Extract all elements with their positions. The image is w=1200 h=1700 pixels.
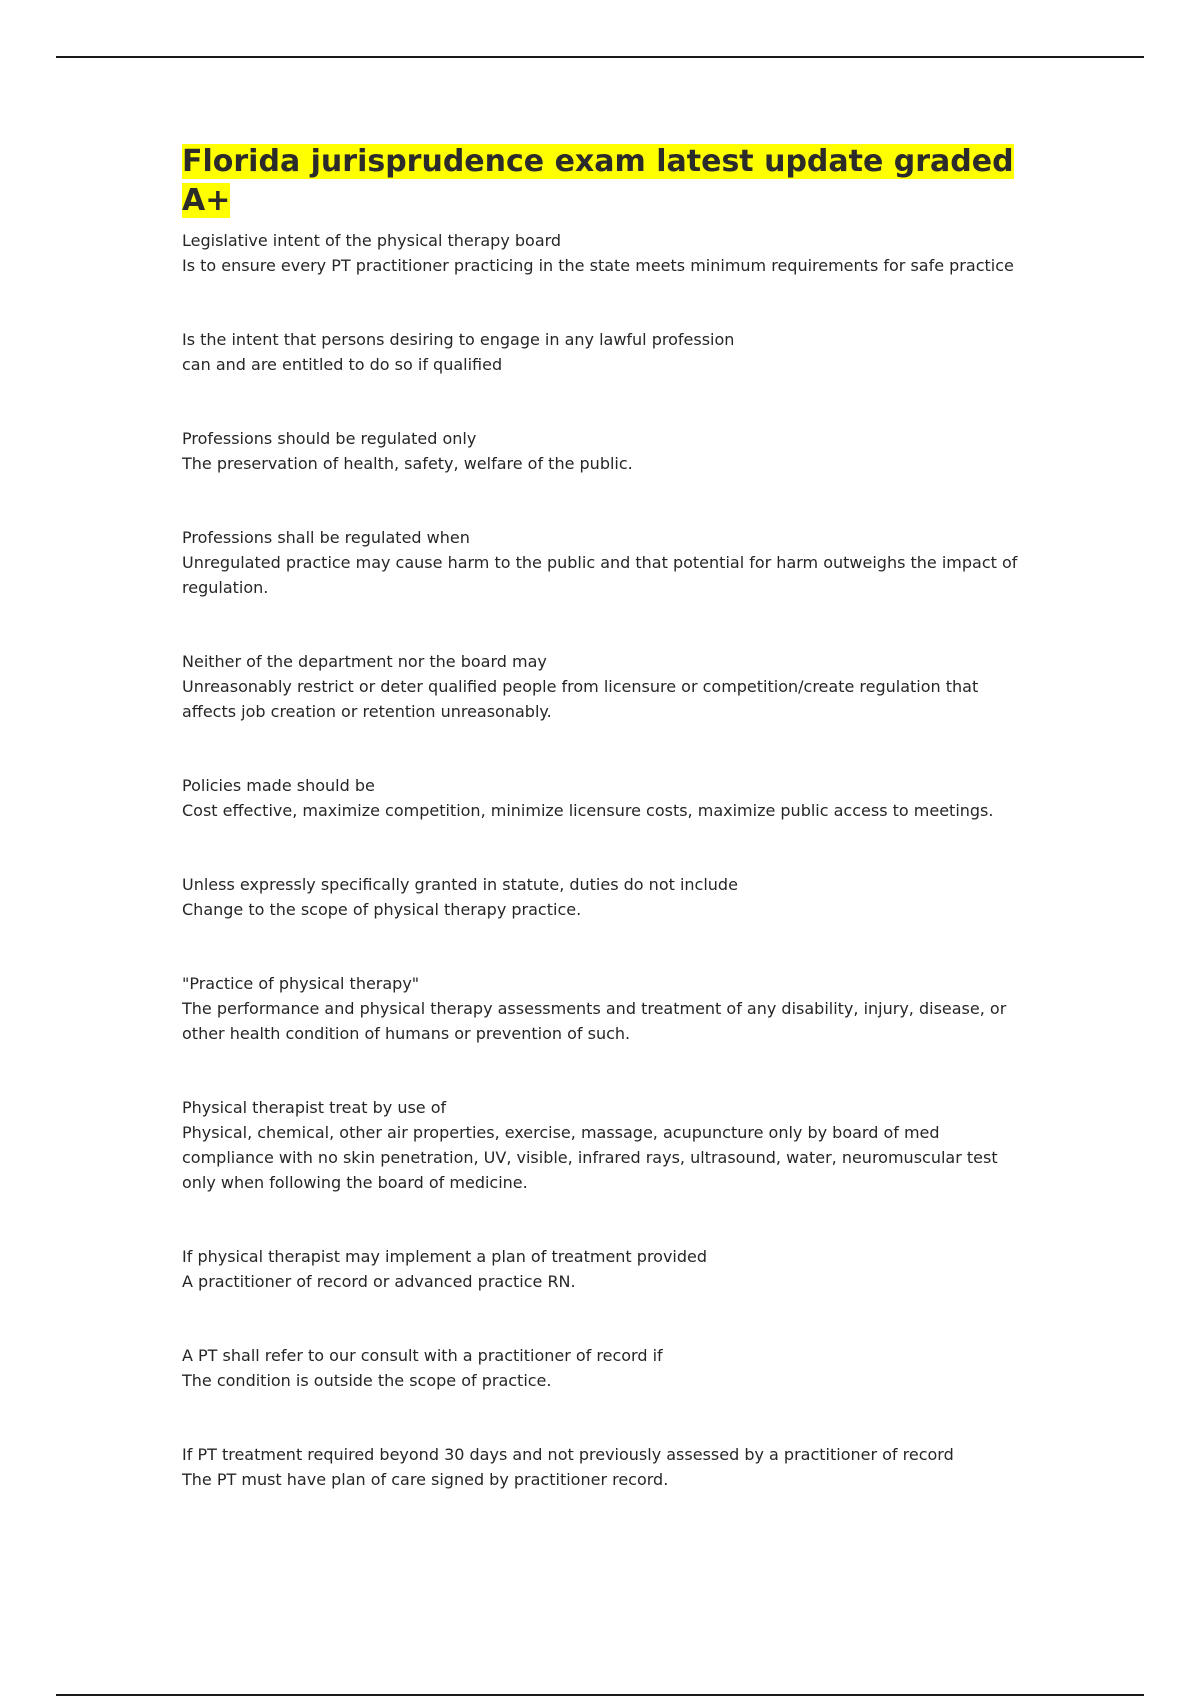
qa-question: If PT treatment required beyond 30 days and not previously assessed by a practitioner of record [182, 1445, 954, 1464]
qa-answer: A practitioner of record or advanced practice RN. [182, 1272, 576, 1291]
qa-item [182, 1442, 1022, 1492]
qa-question: Legislative intent of the physical therapy board [182, 231, 562, 250]
qa-item [182, 872, 1022, 922]
qa-question: Professions should be regulated only [182, 429, 477, 448]
qa-answer: Unregulated practice may cause harm to the public and that potential for harm outweighs the impact of regulation. [182, 553, 1018, 597]
top-rule [56, 56, 1144, 58]
qa-answer: The performance and physical therapy assessments and treatment of any disability, injury, disease, or other health condition of humans or prevention of such. [182, 999, 1007, 1043]
bottom-rule [56, 1694, 1144, 1696]
qa-item [182, 1095, 1022, 1195]
qa-question: Is the intent that persons desiring to engage in any lawful profession [182, 330, 735, 349]
qa-question: If physical therapist may implement a plan of treatment provided [182, 1247, 708, 1266]
qa-answer: Change to the scope of physical therapy practice. [182, 900, 582, 919]
qa-answer: can and are entitled to do so if qualified [182, 355, 503, 374]
qa-item [182, 971, 1022, 1046]
document-body [182, 142, 1022, 1541]
qa-answer: Physical, chemical, other air properties, exercise, massage, acupuncture only by board of med compliance with no skin penetration, UV, visible, infrared rays, ultrasound, water, neuromuscular test only when following the board of medicine. [182, 1123, 998, 1192]
qa-question: Neither of the department nor the board may [182, 652, 547, 671]
qa-item [182, 228, 1022, 278]
qa-item [182, 649, 1022, 724]
qa-answer: Is to ensure every PT practitioner practicing in the state meets minimum requirements for safe practice [182, 256, 1014, 275]
qa-question: "Practice of physical therapy" [182, 974, 420, 993]
qa-item [182, 773, 1022, 823]
document-title [182, 142, 1022, 220]
qa-item [182, 1343, 1022, 1393]
title-highlight: Florida jurisprudence exam latest update graded A+ [182, 144, 1014, 218]
qa-question: Policies made should be [182, 776, 375, 795]
qa-answer: The condition is outside the scope of practice. [182, 1371, 552, 1390]
qa-question: A PT shall refer to our consult with a practitioner of record if [182, 1346, 663, 1365]
qa-item [182, 1244, 1022, 1294]
qa-item [182, 426, 1022, 476]
qa-item [182, 327, 1022, 377]
qa-answer: Cost effective, maximize competition, minimize licensure costs, maximize public access to meetings. [182, 801, 994, 820]
qa-item [182, 525, 1022, 600]
qa-question: Unless expressly specifically granted in statute, duties do not include [182, 875, 738, 894]
qa-answer: Unreasonably restrict or deter qualified people from licensure or competition/create regulation that affects job creation or retention unreasonably. [182, 677, 979, 721]
qa-question: Physical therapist treat by use of [182, 1098, 447, 1117]
qa-answer: The preservation of health, safety, welfare of the public. [182, 454, 633, 473]
qa-answer: The PT must have plan of care signed by practitioner record. [182, 1470, 669, 1489]
qa-question: Professions shall be regulated when [182, 528, 470, 547]
